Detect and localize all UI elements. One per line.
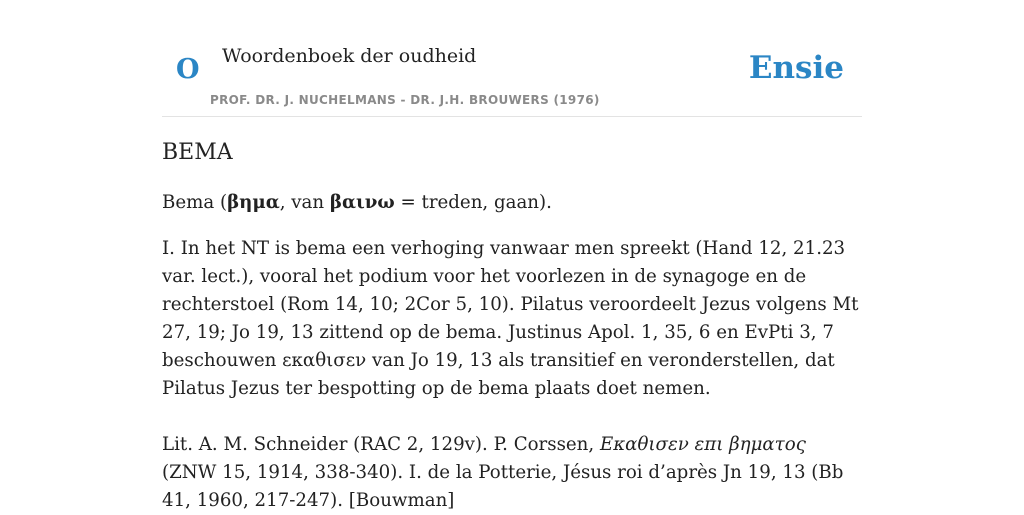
literature-lead: Lit. A. M. Schneider (RAC 2, 129v). P. Corssen,	[162, 434, 600, 455]
book-authors: PROF. DR. J. NUCHELMANS - DR. J.H. BROUWERS (1976)	[210, 93, 600, 107]
greek-term-baino: βαινω	[329, 192, 395, 213]
book-title[interactable]: Woordenboek der oudheid	[222, 45, 477, 67]
entry-literature	[162, 431, 862, 515]
entry-body-paragraph: I. In het NT is bema een verhoging vanwaar men spreekt (Hand 12, 21.23 var. lect.), vooral het podium voor het voorlezen in de synagoge en de rechterstoel (Rom 14, 10; 2Cor 5, 10). Pilatus veroordeelt Jezus volgens Mt 27, 19; Jo 19, 13 zittend op de bema. Justinus Apol. 1, 35, 6 en EvPti 3, 7 beschouwen εκαθισεν van Jo 19, 13 als transitief en veronderstellen, dat Pilatus Jezus ter bespotting op de bema plaats doet nemen.	[162, 238, 859, 399]
definition-mid: , van	[279, 192, 330, 213]
entry-definition	[162, 189, 862, 217]
definition-tail: = treden, gaan).	[394, 192, 552, 213]
greek-term-bema: βημα	[227, 192, 280, 213]
site-header	[162, 0, 862, 117]
literature-tail: (ZNW 15, 1914, 338-340). I. de la Potterie, Jésus roi d’après Jn 19, 13 (Bb 41, 1960, 217-247). [Bouwman]	[162, 462, 844, 511]
brand-logo-link[interactable]: Ensie	[748, 50, 844, 86]
literature-greek-title: Εκαθισεν επι βηματος	[599, 434, 806, 455]
letter-index[interactable]: O	[176, 54, 200, 85]
entry-title: BEMA	[162, 140, 233, 165]
entry-content	[162, 140, 862, 515]
definition-lead: Bema (	[162, 192, 228, 213]
